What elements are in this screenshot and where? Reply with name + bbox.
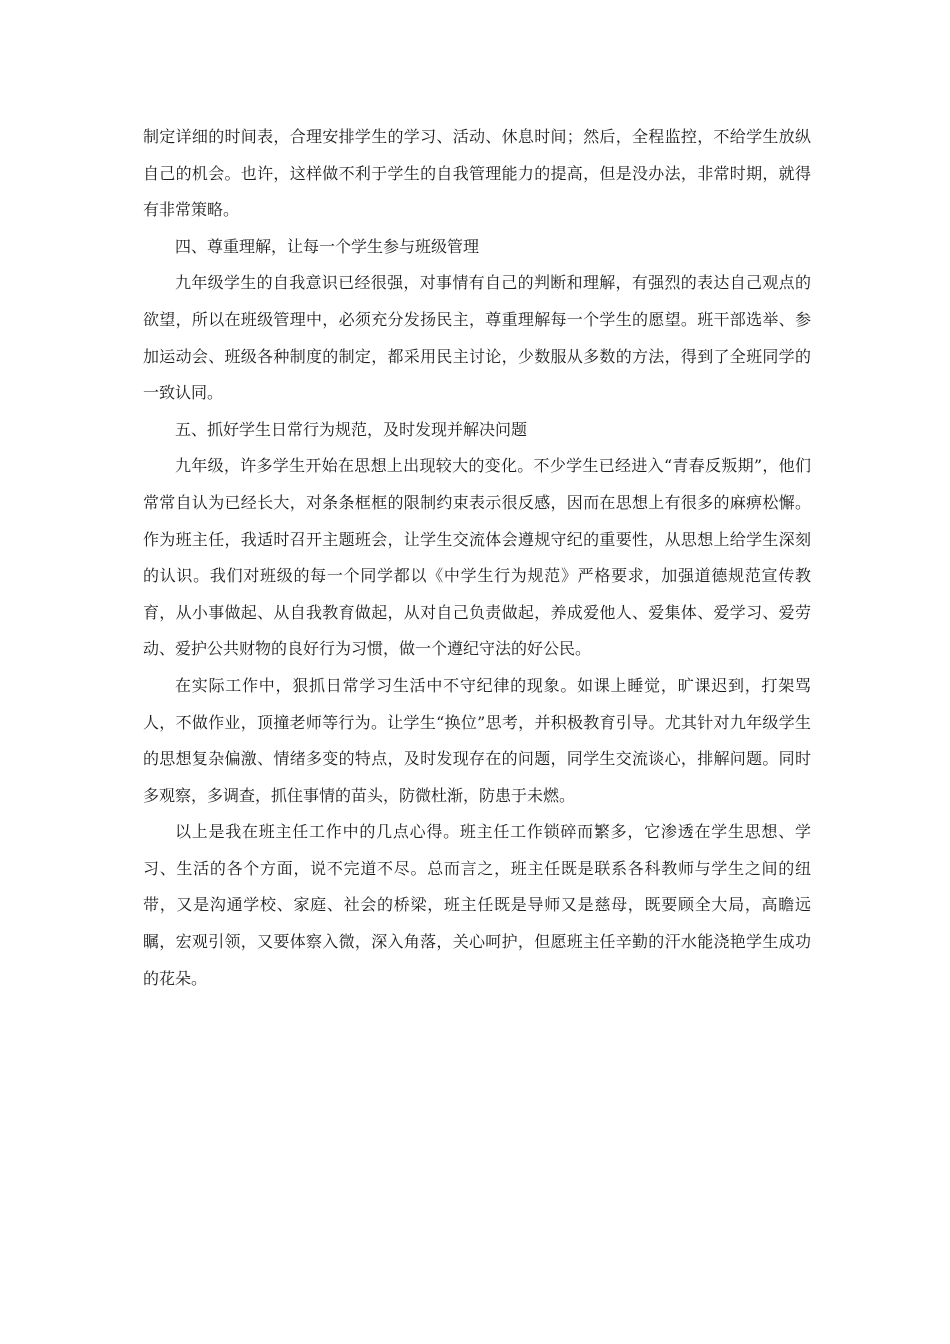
paragraph-democracy: 九年级学生的自我意识已经很强，对事情有自己的判断和理解，有强烈的表达自己观点的欲望，所以在班级管理中，必须充分发扬民主，尊重理解每一个学生的愿望。班干部选举、参加运动会、班级各种制度的制定，都采用民主讨论，少数服从多数的方法，得到了全班同学的一致认同。 [143, 273, 811, 403]
document-body [143, 119, 811, 997]
paragraph-behavior-norms: 九年级，许多学生开始在思想上出现较大的变化。不少学生已经进入“青春反叛期”，他们常常自认为已经长大，对条条框框的限制约束表示很反感，因而在思想上有很多的麻痹松懈。作为班主任，我适时召开主题班会，让学生交流体会遵规守纪的重要性，从思想上给学生深刻的认识。我们对班级的每一个同学都以《中学生行为规范》严格要求，加强道德规范宣传教育，从小事做起、从自我教育做起，从对自己负责做起，养成爱他人、爱集体、爱学习、爱劳动、爱护公共财物的良好行为习惯，做一个遵纪守法的好公民。 [143, 456, 811, 659]
paragraph-discipline: 在实际工作中，狠抓日常学习生活中不守纪律的现象。如课上睡觉，旷课迟到，打架骂人，不做作业，顶撞老师等行为。让学生“换位”思考，并积极教育引导。尤其针对九年级学生的思想复杂偏激、情绪多变的特点，及时发现存在的问题，同学生交流谈心，排解问题。同时多观察，多调查，抓住事情的苗头，防微杜渐，防患于未燃。 [143, 675, 811, 805]
paragraph-continuation: 制定详细的时间表，合理安排学生的学习、活动、休息时间；然后，全程监控，不给学生放纵自己的机会。也许，这样做不利于学生的自我管理能力的提高，但是没办法，非常时期，就得有非常策略。 [143, 127, 811, 220]
paragraph-conclusion: 以上是我在班主任工作中的几点心得。班主任工作锁碎而繁多，它渗透在学生思想、学习、生活的各个方面，说不完道不尽。总而言之，班主任既是联系各科教师与学生之间的纽带，又是沟通学校、家庭、社会的桥梁，班主任既是导师又是慈母，既要顾全大局，高瞻远瞩，宏观引领，又要体察入微，深入角落，关心呵护，但愿班主任辛勤的汗水能浇艳学生成功的花朵。 [143, 822, 811, 988]
section-heading-five: 五、抓好学生日常行为规范，及时发现并解决问题 [175, 419, 528, 439]
section-heading-four: 四、尊重理解，让每一个学生参与班级管理 [175, 236, 480, 256]
